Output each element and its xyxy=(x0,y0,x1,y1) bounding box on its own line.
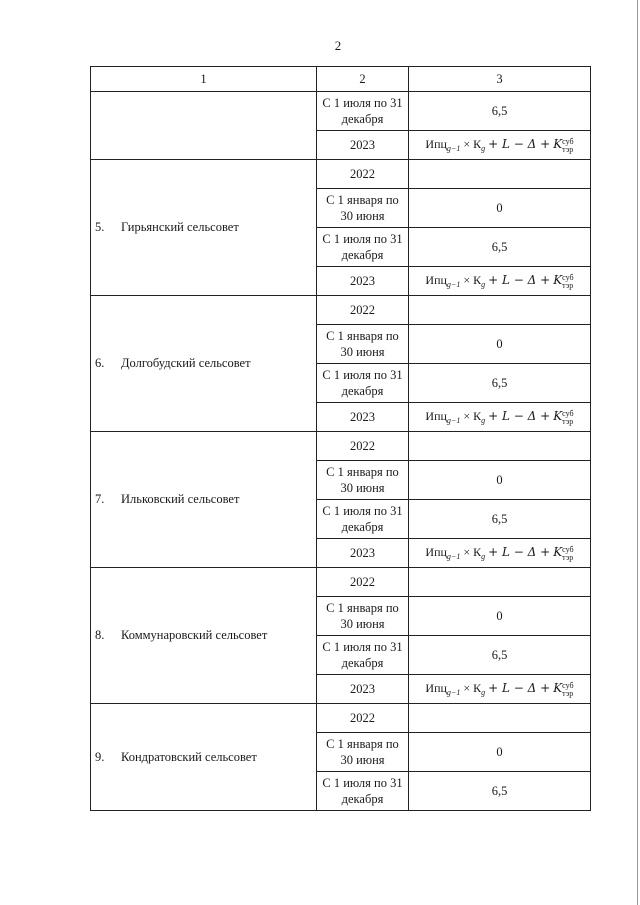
formula-kter-sup: суб xyxy=(562,136,574,146)
header-col-3: 3 xyxy=(409,67,591,92)
formula-k-sub: g xyxy=(481,279,486,289)
year-cell: 2022 xyxy=(317,704,409,733)
formula-plus-l: + L − Δ + xyxy=(488,136,551,151)
table-header-row xyxy=(91,67,591,92)
row-number: 6. xyxy=(95,356,105,370)
row-number: 8. xyxy=(95,628,105,642)
settlement-name-cell xyxy=(91,704,317,811)
table-row xyxy=(91,704,591,733)
formula-kter-sub: тэр xyxy=(562,144,574,154)
settlement-name-cell xyxy=(91,568,317,704)
formula-times: × xyxy=(463,544,471,559)
header-col-1: 1 xyxy=(91,67,317,92)
year-cell: 2023 xyxy=(317,403,409,432)
empty-value-cell xyxy=(409,296,591,325)
settlement-name-cell xyxy=(91,432,317,568)
scan-edge-line xyxy=(637,0,638,905)
formula-ipc: Ипц xyxy=(425,272,447,287)
value-cell: 0 xyxy=(409,461,591,500)
table-row xyxy=(91,92,591,131)
empty-value-cell xyxy=(409,160,591,189)
year-cell: 2022 xyxy=(317,568,409,597)
formula-kter-sub: тэр xyxy=(562,280,574,290)
settlement-name: Коммунаровский сельсовет xyxy=(121,628,268,642)
formula-kter: K xyxy=(553,544,563,559)
formula-kter-sub: тэр xyxy=(562,552,574,562)
formula-kter-sup: суб xyxy=(562,272,574,282)
formula-cell xyxy=(409,131,591,160)
year-cell: 2022 xyxy=(317,432,409,461)
formula-ipc: Ипц xyxy=(425,680,447,695)
formula-k-sub: g xyxy=(481,415,486,425)
formula-cell xyxy=(409,539,591,568)
formula-kter: K xyxy=(553,272,563,287)
year-cell: 2022 xyxy=(317,160,409,189)
formula-k: К xyxy=(473,680,482,695)
year-cell: 2023 xyxy=(317,539,409,568)
tariff-table xyxy=(90,66,591,811)
formula-ipc-sub: g−1 xyxy=(446,551,461,561)
settlement-name: Долгобудский сельсовет xyxy=(121,356,251,370)
formula-plus-l: + L − Δ + xyxy=(488,272,551,287)
formula-ipc-sub: g−1 xyxy=(446,279,461,289)
formula-ipc: Ипц xyxy=(425,408,447,423)
value-cell: 0 xyxy=(409,733,591,772)
formula-k: К xyxy=(473,136,482,151)
table-row xyxy=(91,160,591,189)
formula-k: К xyxy=(473,544,482,559)
period-cell: С 1 июля по 31 декабря xyxy=(317,636,409,675)
formula-kter-sup: суб xyxy=(562,408,574,418)
row-number: 7. xyxy=(95,492,105,506)
value-cell: 0 xyxy=(409,189,591,228)
row-number: 9. xyxy=(95,749,105,764)
value-cell: 6,5 xyxy=(409,500,591,539)
settlement-name-cell xyxy=(91,296,317,432)
period-cell: С 1 января по 30 июня xyxy=(317,733,409,772)
empty-value-cell xyxy=(409,704,591,733)
table-row xyxy=(91,432,591,461)
formula-times: × xyxy=(463,408,471,423)
formula-plus-l: + L − Δ + xyxy=(488,408,551,423)
header-col-2: 2 xyxy=(317,67,409,92)
settlement-name: Кондратовский сельсовет xyxy=(121,749,257,764)
period-cell: С 1 января по 30 июня xyxy=(317,597,409,636)
formula-times: × xyxy=(463,136,471,151)
formula-k: К xyxy=(473,408,482,423)
value-cell: 6,5 xyxy=(409,228,591,267)
empty-value-cell xyxy=(409,432,591,461)
formula-kter-sup: суб xyxy=(562,544,574,554)
formula-ipc-sub: g−1 xyxy=(446,143,461,153)
value-cell: 0 xyxy=(409,325,591,364)
value-cell: 6,5 xyxy=(409,364,591,403)
formula-k-sub: g xyxy=(481,551,486,561)
value-cell: 6,5 xyxy=(409,772,591,811)
formula-cell xyxy=(409,267,591,296)
formula-kter-sub: тэр xyxy=(562,416,574,426)
page-number: 2 xyxy=(334,38,342,53)
year-cell: 2023 xyxy=(317,267,409,296)
value-cell: 0 xyxy=(409,597,591,636)
period-cell: С 1 июля по 31 декабря xyxy=(317,364,409,403)
formula-kter-sup: суб xyxy=(562,680,574,690)
year-cell: 2022 xyxy=(317,296,409,325)
formula-kter: K xyxy=(553,136,563,151)
formula-kter: K xyxy=(553,408,563,423)
formula-k-sub: g xyxy=(481,143,486,153)
formula-ipc-sub: g−1 xyxy=(446,415,461,425)
formula-cell xyxy=(409,403,591,432)
formula-kter: K xyxy=(553,680,563,695)
table-row xyxy=(91,296,591,325)
period-cell: С 1 июля по 31 декабря xyxy=(317,500,409,539)
formula-times: × xyxy=(463,680,471,695)
formula-k: К xyxy=(473,272,482,287)
period-cell: С 1 июля по 31 декабря xyxy=(317,92,409,131)
formula-k-sub: g xyxy=(481,687,486,697)
formula-kter-sub: тэр xyxy=(562,688,574,698)
empty-value-cell xyxy=(409,568,591,597)
settlement-name-cell xyxy=(91,160,317,296)
value-cell: 6,5 xyxy=(409,92,591,131)
year-cell: 2023 xyxy=(317,675,409,704)
period-cell: С 1 января по 30 июня xyxy=(317,189,409,228)
year-cell: 2023 xyxy=(317,131,409,160)
formula-cell xyxy=(409,675,591,704)
period-cell: С 1 июля по 31 декабря xyxy=(317,772,409,811)
formula-ipc: Ипц xyxy=(425,136,447,151)
period-cell: С 1 января по 30 июня xyxy=(317,325,409,364)
formula-ipc-sub: g−1 xyxy=(446,687,461,697)
settlement-name: Ильковский сельсовет xyxy=(121,492,240,506)
table-row xyxy=(91,568,591,597)
period-cell: С 1 января по 30 июня xyxy=(317,461,409,500)
period-cell: С 1 июля по 31 декабря xyxy=(317,228,409,267)
row-number: 5. xyxy=(95,220,105,234)
settlement-name: Гирьянский сельсовет xyxy=(121,220,239,234)
formula-plus-l: + L − Δ + xyxy=(488,680,551,695)
value-cell: 6,5 xyxy=(409,636,591,675)
formula-plus-l: + L − Δ + xyxy=(488,544,551,559)
formula-ipc: Ипц xyxy=(425,544,447,559)
formula-times: × xyxy=(463,272,471,287)
continued-name-cell xyxy=(91,92,317,160)
